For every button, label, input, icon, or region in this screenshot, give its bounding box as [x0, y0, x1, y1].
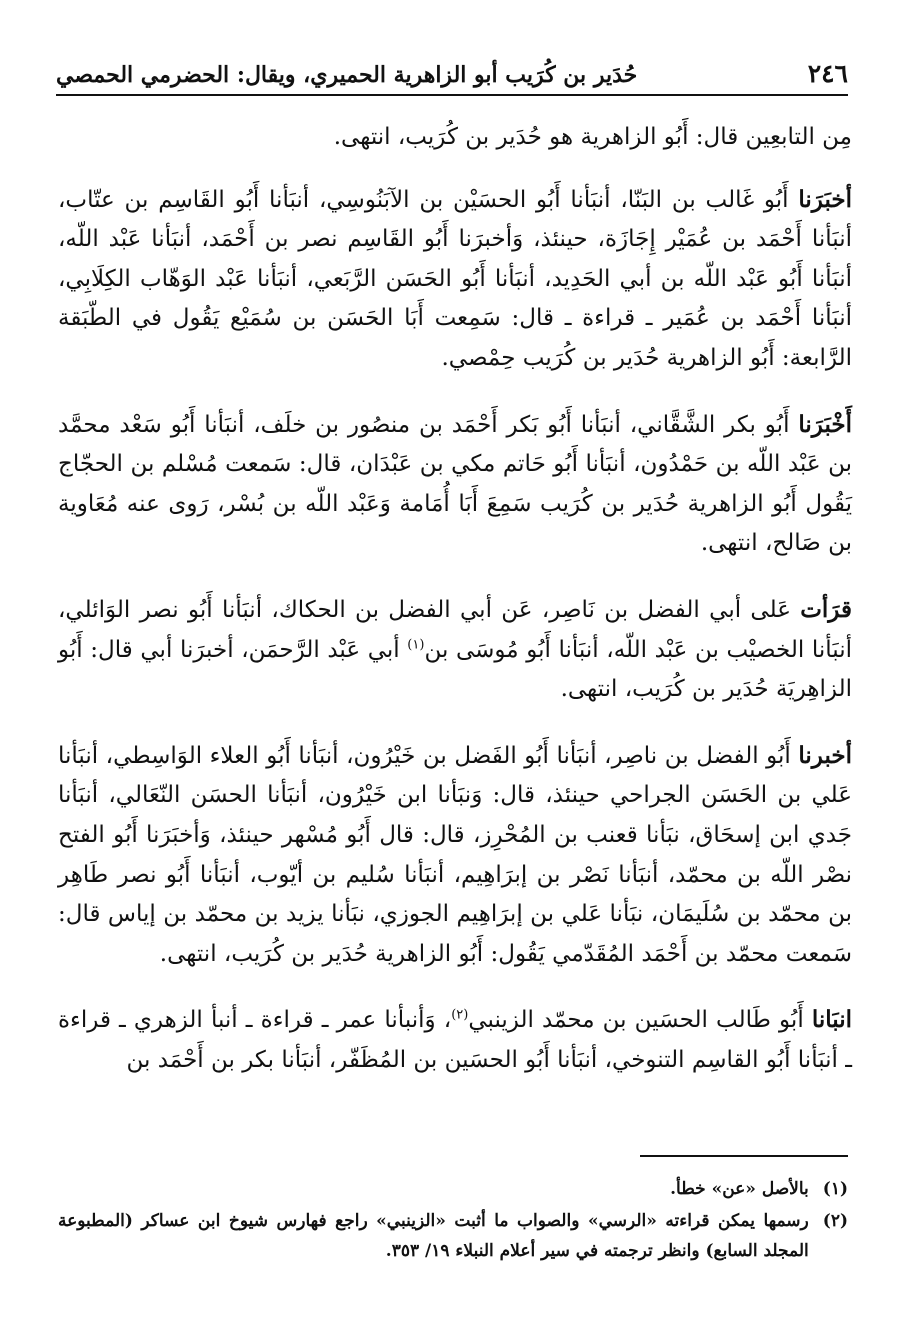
main-text	[58, 118, 852, 1106]
paragraph-1-text: أَبُو غَالب بن البَنّا، أنبَأنا أَبُو الحسَيْن بن الآبَنُوسِي، أنبَأنا أَبُو القَاسِم بن عتّاب، أنبَأنا أَحْمَد بن عُمَيْر إِجَازَة، حينئذ، وَأخبرَنا أَبُو القَاسِم نصر بن أَحْمَد، أنبَأنا عَبْد اللّه، أنبَأنا أَبُو عَبْد اللّه بن أبي الحَدِيد، أنبَأنا أَبُو الحَسَن الرَّبَعي، أنبَأنا عَبْد الوَهّاب الكِلَابِي، أنبَأنا أَحْمَد بن عُمَير ـ قراءة ـ قال: سَمِعت أَبَا الحَسَن بن سُمَيْع يَقُول في الطّبَقة الرَّابعة: أَبُو الزاهرية حُدَير بن كُرَيب حِمْصي.	[58, 186, 852, 371]
paragraph-3-keyword: قرَأت	[800, 595, 852, 623]
paragraph-0-text: مِن التابعِين قال: أَبُو الزاهرية هو حُدَير بن كُرَيب، انتهى.	[333, 124, 852, 150]
footnote-ref-1: (١)	[407, 636, 425, 652]
footnote-ref-2: (٢)	[451, 1007, 469, 1023]
paragraph-0	[58, 118, 852, 158]
paragraph-2-keyword: أَخْبَرَنا	[798, 410, 852, 438]
page-header	[56, 54, 848, 96]
paragraph-4	[58, 736, 852, 975]
running-title: حُدَير بن كُرَيب أبو الزاهرية الحميري، ويقال: الحضرمي الحمصي	[56, 62, 638, 88]
paragraph-2-text: أَبُو بكر الشَّقَّاني، أنبَأنا أَبُو بَكر أَحْمَد بن منصُور بن خلَف، أنبَأنا أَبُو سَعْد محمَّد بن عَبْد اللّه بن حَمْدُون، أنبَأنا أَبُو حَاتم مكي بن عَبْدَان، قال: سَمعت مُسْلم بن الحجّاج يَقُول أَبُو الزاهرية حُدَير بن كُرَيب سَمِعَ أَبَا أُمَامة وَعَبْد اللّه بن بُسْر، رَوى عنه مُعَاوية بن صَالح، انتهى.	[58, 411, 852, 557]
footnote-1	[58, 1174, 848, 1204]
paragraph-1-keyword: أخبَرَنا	[798, 185, 853, 213]
footnote-number: (٢)	[822, 1211, 848, 1231]
paragraph-5-keyword: انبَانا	[811, 1006, 852, 1034]
footnote-2	[58, 1206, 848, 1266]
footnote-number: (١)	[822, 1179, 848, 1199]
paragraph-5-text-b: ، وَأنبأنا عمر ـ قراءة ـ أنبأ الزهري ـ قراءة ـ أنبَأنا أَبُو القاسِم التنوخي، أنبَأنا أَبُو الحسَين بن المُظَفّر، أنبَأنا بكر بن أَحْمَد بن	[58, 1007, 852, 1073]
footnote-text: بالأصل «عن» خطأ.	[670, 1179, 809, 1199]
paragraph-5-text-a: أَبُو طَالب الحسَين بن محمّد الزينبي	[468, 1007, 804, 1034]
paragraph-4-keyword: أخبرنا	[798, 741, 852, 769]
footnote-divider	[640, 1155, 848, 1157]
footnotes	[58, 1174, 848, 1268]
paragraph-3	[58, 590, 852, 710]
paragraph-3-text-b: أبي عَبْد الرَّحمَن، أخبرَنا أبي قال: أَبُو الزاهِريَة حُدَير بن كُرَيب، انتهى.	[58, 636, 852, 703]
footnote-text: رسمها يمكن قراءته «الرسي» والصواب ما أثبت «الزينبي» راجع فهارس شيوخ ابن عساكر (المطبوعة المجلد السابع) وانظر ترجمته في سير أعلام النبلاء ١٩/ ٣٥٣.	[58, 1211, 809, 1261]
paragraph-5	[58, 1000, 852, 1080]
paragraph-2	[58, 405, 852, 564]
paragraph-1	[58, 180, 852, 379]
paragraph-3-text-a: عَلى أبي الفضل بن نَاصِر، عَن أبي الفضل بن الحكاك، أنبَأنا أَبُو نصر الوَائلي، أنبَأنا الخصيْب بن عَبْد اللّه، أنبَأنا أَبُو مُوسَى بن	[58, 596, 853, 663]
paragraph-4-text: أَبُو الفضل بن ناصِر، أنبَأنا أَبُو الفَضل بن خَيْرُون، أنبَأنا أَبُو العلاء الوَاسِطي، أنبَأنا عَلي بن الحَسَن الجراحي حينئذ، قال: وَنبَأنا ابن خَيْرُون، أنبَأنا الحسَن النّعَالي، أنبَأنا جَدي ابن إسحَاق، نبَأنا قعنب بن المُحْرِز، قال: قال أَبُو مُسْهر حينئذ، وَأخبَرَنا أَبُو الفتح نصْر اللّه بن محمّد، أنبَأنا نَصْر بن إبرَاهِيم، أنبَأنا سُليم بن أيّوب، أنبَأنا أَبُو نصر طَاهِر بن محمّد بن سُلَيمَان، نبَأنا عَلي بن إبرَاهِيم الجوزي، نبَأنا يزيد بن محمّد بن إياس قال: سَمعت محمّد بن أَحْمَد المُقَدّمي يَقُول: أَبُو الزاهرية حُدَير بن كُرَيب، انتهى.	[58, 742, 852, 967]
page-number: ٢٤٦	[807, 59, 848, 88]
